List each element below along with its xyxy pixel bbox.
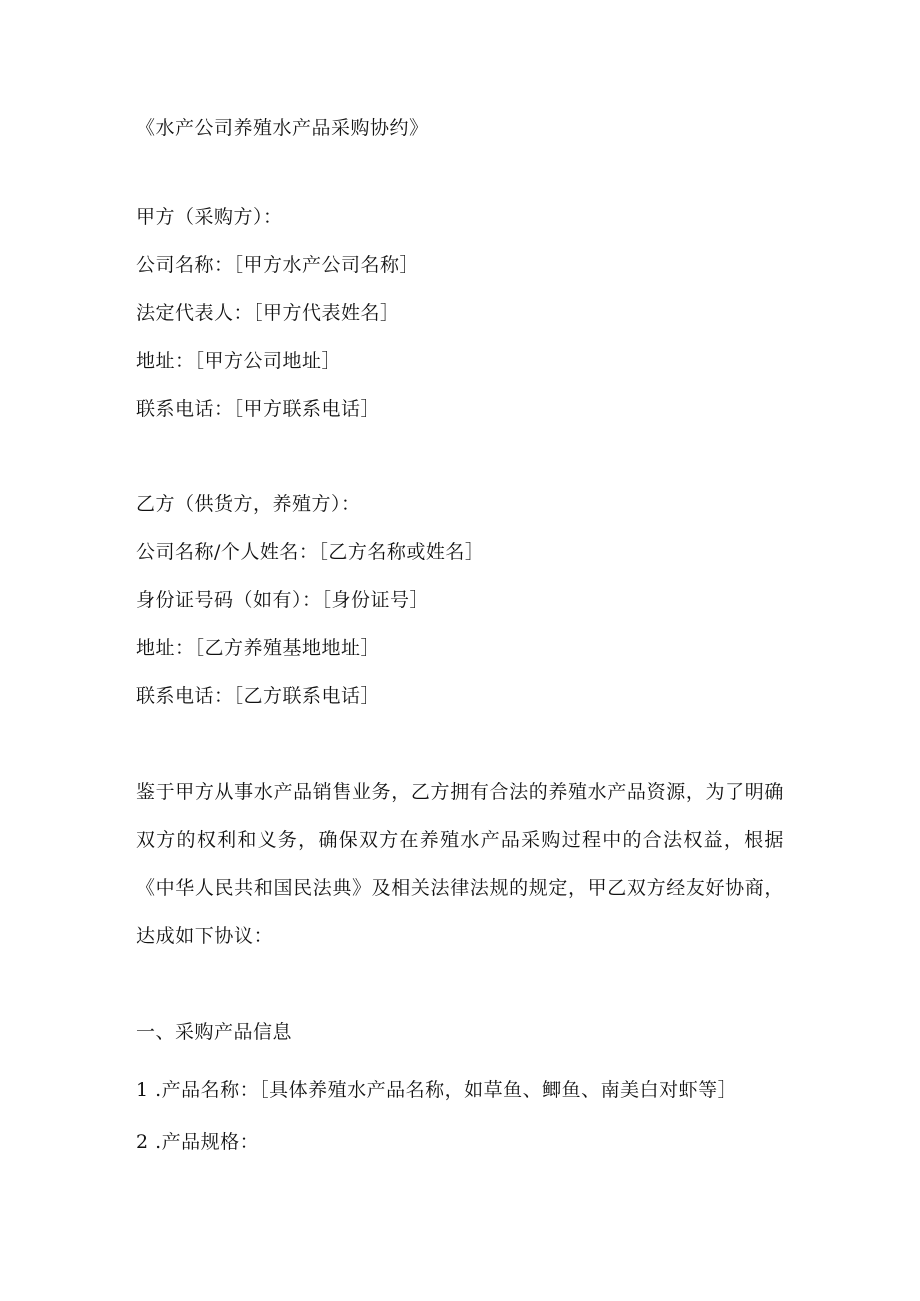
party-b-phone: 联系电话：［乙方联系电话］ xyxy=(136,685,381,707)
section-1-heading: 一、采购产品信息 xyxy=(136,1021,293,1043)
party-a-company: 公司名称：［甲方水产公司名称］ xyxy=(136,254,420,276)
party-a-heading: 甲方（采购方）： xyxy=(136,206,283,228)
party-b-name: 公司名称/个人姓名：［乙方名称或姓名］ xyxy=(136,541,485,563)
party-a-representative: 法定代表人：［甲方代表姓名］ xyxy=(136,302,400,324)
party-a-address: 地址：［甲方公司地址］ xyxy=(136,350,342,372)
party-a-phone: 联系电话：［甲方联系电话］ xyxy=(136,398,381,420)
party-b-id-number: 身份证号码（如有）：［身份证号］ xyxy=(136,589,430,611)
section-1-item-2: 2 .产品规格： xyxy=(136,1131,260,1153)
party-b-heading: 乙方（供货方，养殖方）： xyxy=(136,493,361,515)
section-1-item-1: 1 .产品名称：［具体养殖水产品名称，如草鱼、鲫鱼、南美白对虾等］ xyxy=(136,1079,738,1101)
preamble-paragraph: 鉴于甲方从事水产品销售业务，乙方拥有合法的养殖水产品资源，为了明确双方的权利和义务，确保双方在养殖水产品采购过程中的合法权益，根据《中华人民共和国民法典》及相关法律法规的规定，甲乙双方经友好协商，达成如下协议： xyxy=(136,781,784,947)
document-title: 《水产公司养殖水产品采购协约》 xyxy=(136,117,429,139)
party-b-address: 地址：［乙方养殖基地地址］ xyxy=(136,637,381,659)
